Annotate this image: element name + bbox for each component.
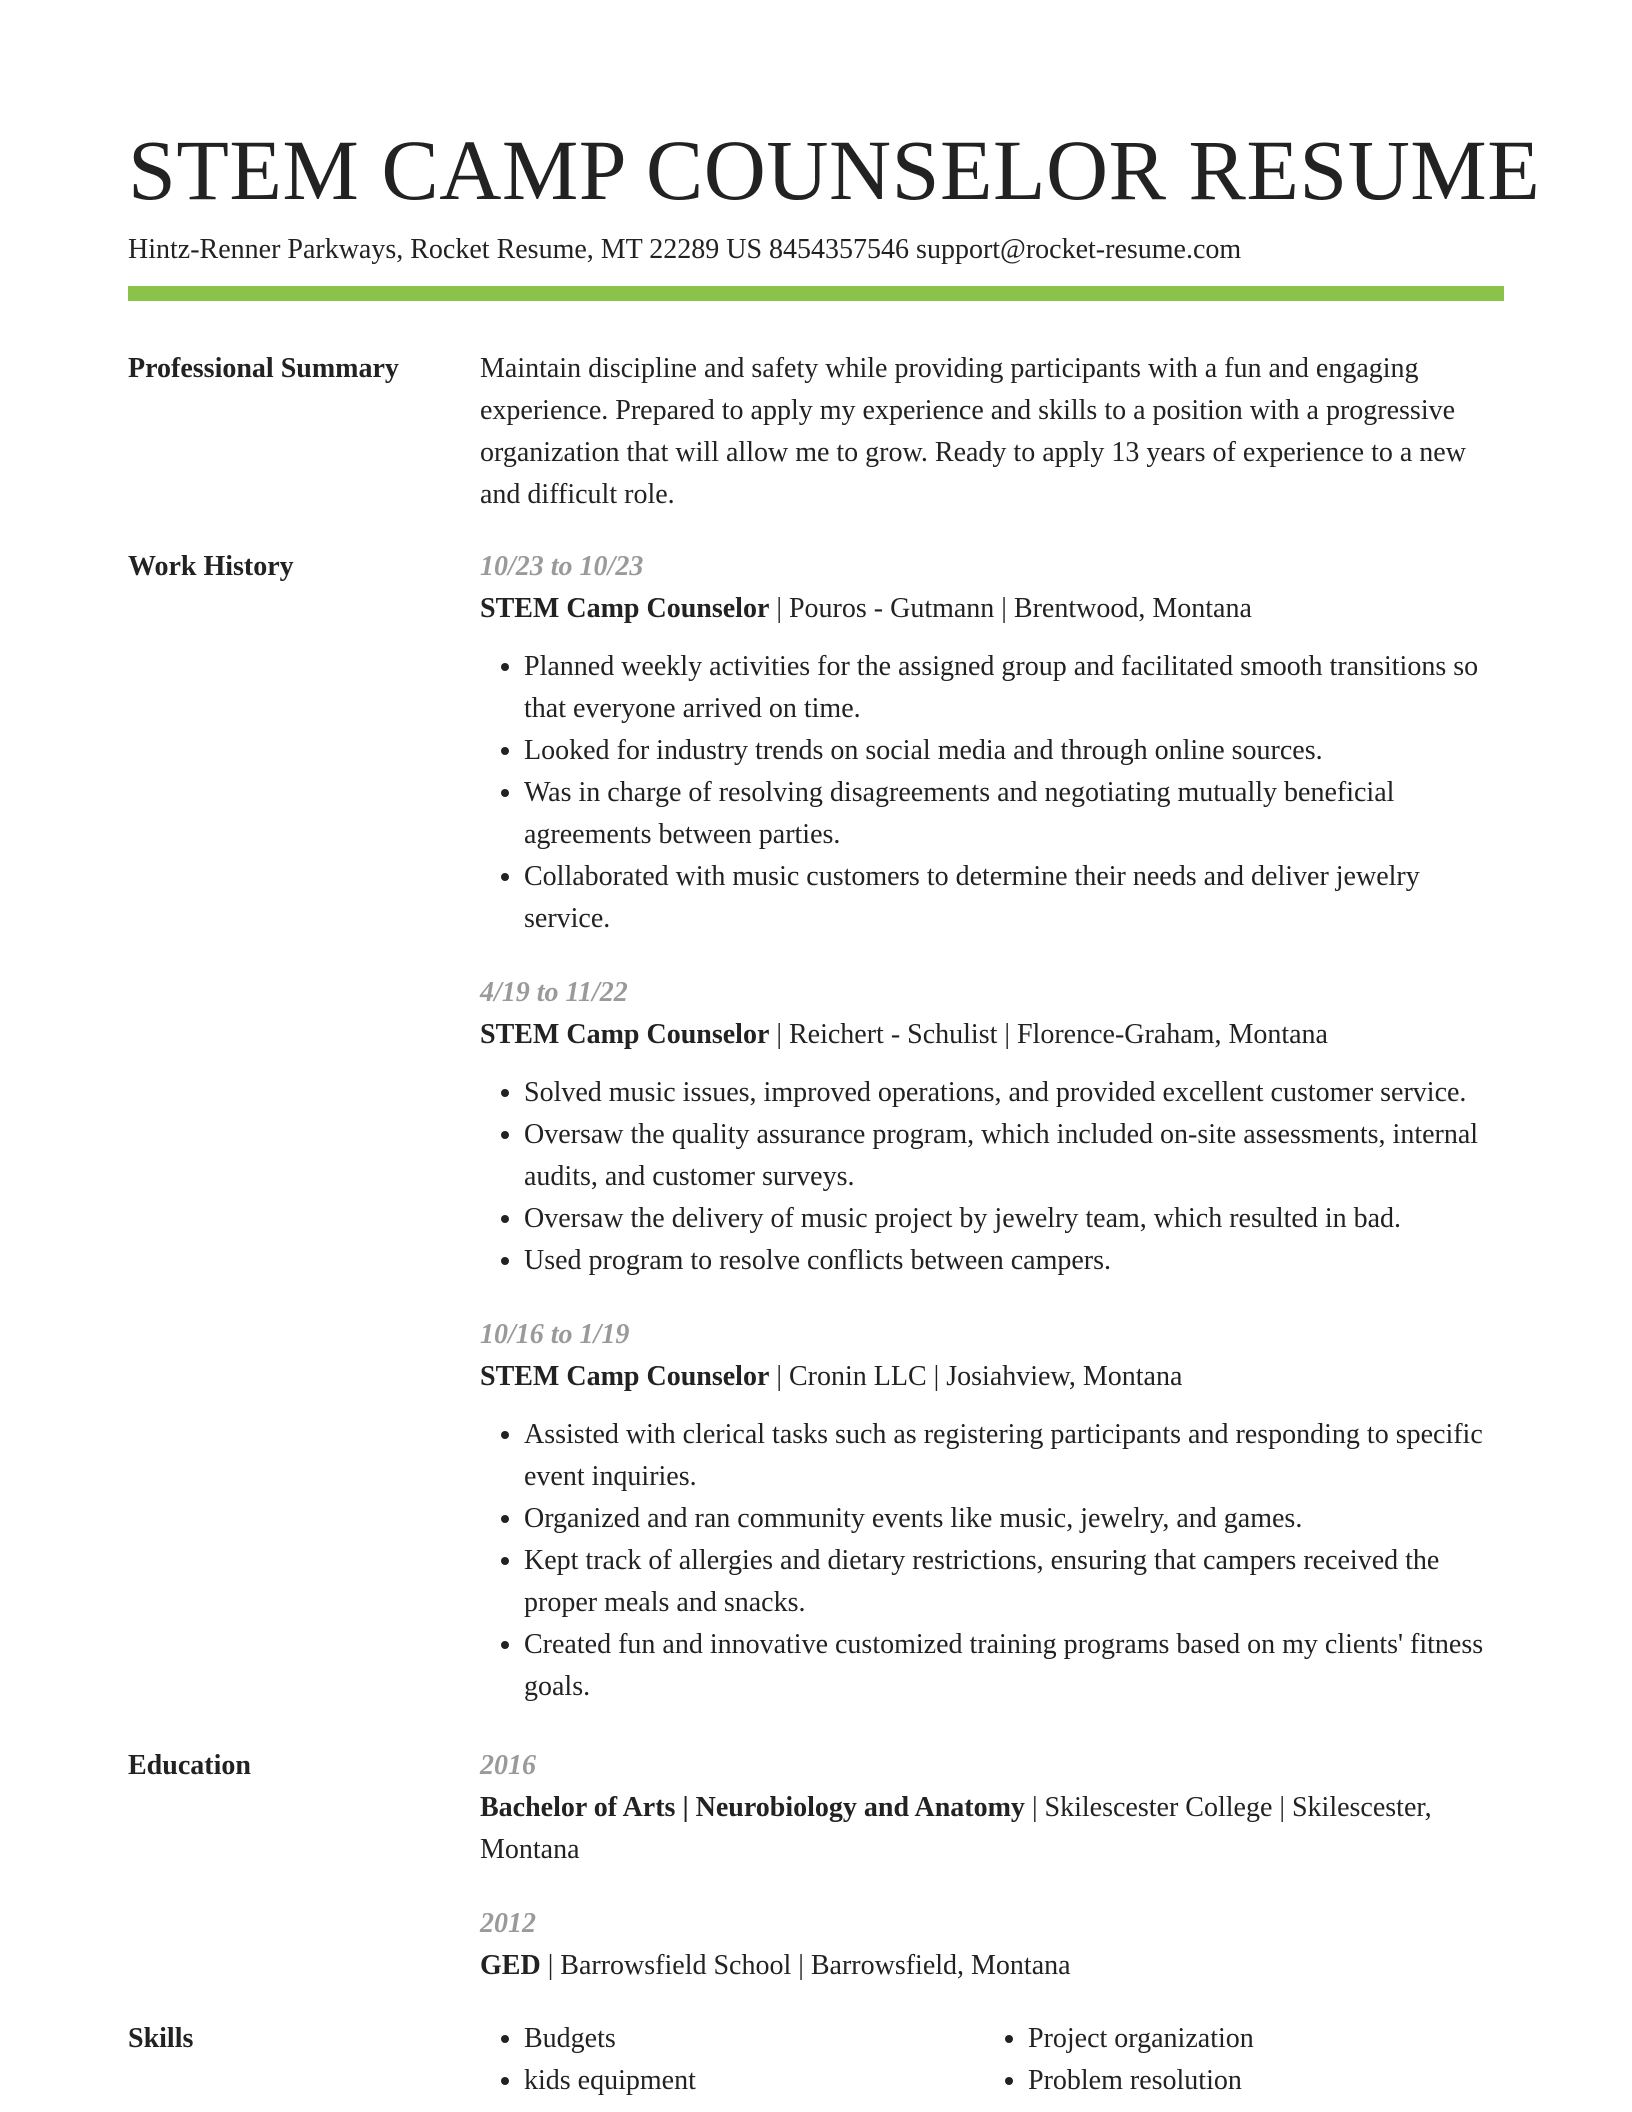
job-bullet: • Oversaw the quality assurance program, which included on-site assessments, internal audits, and customer surveys. (524, 1114, 1504, 1198)
job-dates: 10/16 to 1/19 (480, 1319, 630, 1350)
resume-header (128, 118, 1541, 268)
job-bullet: • Solved music issues, improved operations, and provided excellent customer service. (524, 1072, 1504, 1114)
job-bullet: • Used program to resolve conflicts between campers. (524, 1240, 1504, 1282)
job-dates: 10/23 to 10/23 (480, 551, 644, 582)
job-entry (480, 546, 1504, 940)
job-details: | Pouros - Gutmann | Brentwood, Montana (769, 593, 1252, 624)
education-line (480, 1945, 1504, 1987)
skills-list-right (984, 2018, 1488, 2102)
job-title: STEM Camp Counselor (480, 593, 770, 624)
skills-list-left (480, 2018, 984, 2102)
summary-heading: Professional Summary (128, 353, 399, 384)
education-heading: Education (128, 1750, 251, 1781)
job-details: | Reichert - Schulist | Florence-Graham, Montana (769, 1019, 1328, 1050)
education-degree: Bachelor of Arts | Neurobiology and Anatomy (480, 1792, 1025, 1823)
education-year: 2012 (480, 1908, 536, 1939)
education-body (480, 1745, 1504, 2019)
education-year: 2016 (480, 1750, 536, 1781)
skills-heading: Skills (128, 2023, 194, 2054)
job-bullet: • Oversaw the delivery of music project by jewelry team, which resulted in bad. (524, 1198, 1504, 1240)
summary-text: Maintain discipline and safety while providing participants with a fun and engaging experience. Prepared to apply my experience and skills to a position with a progressive organization that will allow me to grow. Ready to apply 13 years of experience to a new and difficult role. (480, 353, 1466, 510)
contact-line: Hintz-Renner Parkways, Rocket Resume, MT 22289 US 8454357546 support@rocket-resume.com (128, 234, 1242, 265)
job-bullets (480, 1072, 1504, 1282)
job-bullet: • Looked for industry trends on social media and through online sources. (524, 730, 1504, 772)
education-details: | Barrowsfield School | Barrowsfield, Montana (540, 1950, 1071, 1981)
skills-columns (480, 2018, 1504, 2102)
job-bullet: • Collaborated with music customers to determine their needs and deliver jewelry service. (524, 856, 1504, 940)
job-entry (480, 972, 1504, 1282)
skill-item: • kids equipment (524, 2060, 984, 2102)
job-bullet: • Organized and ran community events like music, jewelry, and games. (524, 1498, 1504, 1540)
education-details: | Skilescester College | Skilescester, Montana (480, 1792, 1432, 1865)
job-dates: 4/19 to 11/22 (480, 977, 628, 1008)
skill-item: • Budgets (524, 2018, 984, 2060)
work-history-heading: Work History (128, 551, 294, 582)
summary-body (480, 348, 1504, 516)
job-line (480, 1356, 1504, 1398)
skill-item: • Problem resolution (1028, 2060, 1488, 2102)
education-entry (480, 1745, 1504, 1871)
job-bullets (480, 1414, 1504, 1708)
job-entry (480, 1314, 1504, 1708)
job-line (480, 588, 1504, 630)
education-line (480, 1787, 1504, 1871)
resume-title: STEM CAMP COUNSELOR RESUME (128, 122, 1541, 218)
job-title: STEM Camp Counselor (480, 1361, 770, 1392)
skill-item: • Project organization (1028, 2018, 1488, 2060)
job-title: STEM Camp Counselor (480, 1019, 770, 1050)
job-line (480, 1014, 1504, 1056)
job-bullets (480, 646, 1504, 940)
education-entry (480, 1903, 1504, 1987)
job-details: | Cronin LLC | Josiahview, Montana (769, 1361, 1183, 1392)
job-bullet: • Assisted with clerical tasks such as registering participants and responding to specific event inquiries. (524, 1414, 1504, 1498)
job-bullet: • Was in charge of resolving disagreements and negotiating mutually beneficial agreements between parties. (524, 772, 1504, 856)
skills-body (480, 2018, 1504, 2102)
education-degree: GED (480, 1950, 541, 1981)
job-bullet: • Kept track of allergies and dietary restrictions, ensuring that campers received the proper meals and snacks. (524, 1540, 1504, 1624)
job-bullet: • Created fun and innovative customized training programs based on my clients' fitness goals. (524, 1624, 1504, 1708)
work-history-body (480, 546, 1504, 1740)
job-bullet: • Planned weekly activities for the assigned group and facilitated smooth transitions so that everyone arrived on time. (524, 646, 1504, 730)
accent-divider (128, 286, 1504, 301)
